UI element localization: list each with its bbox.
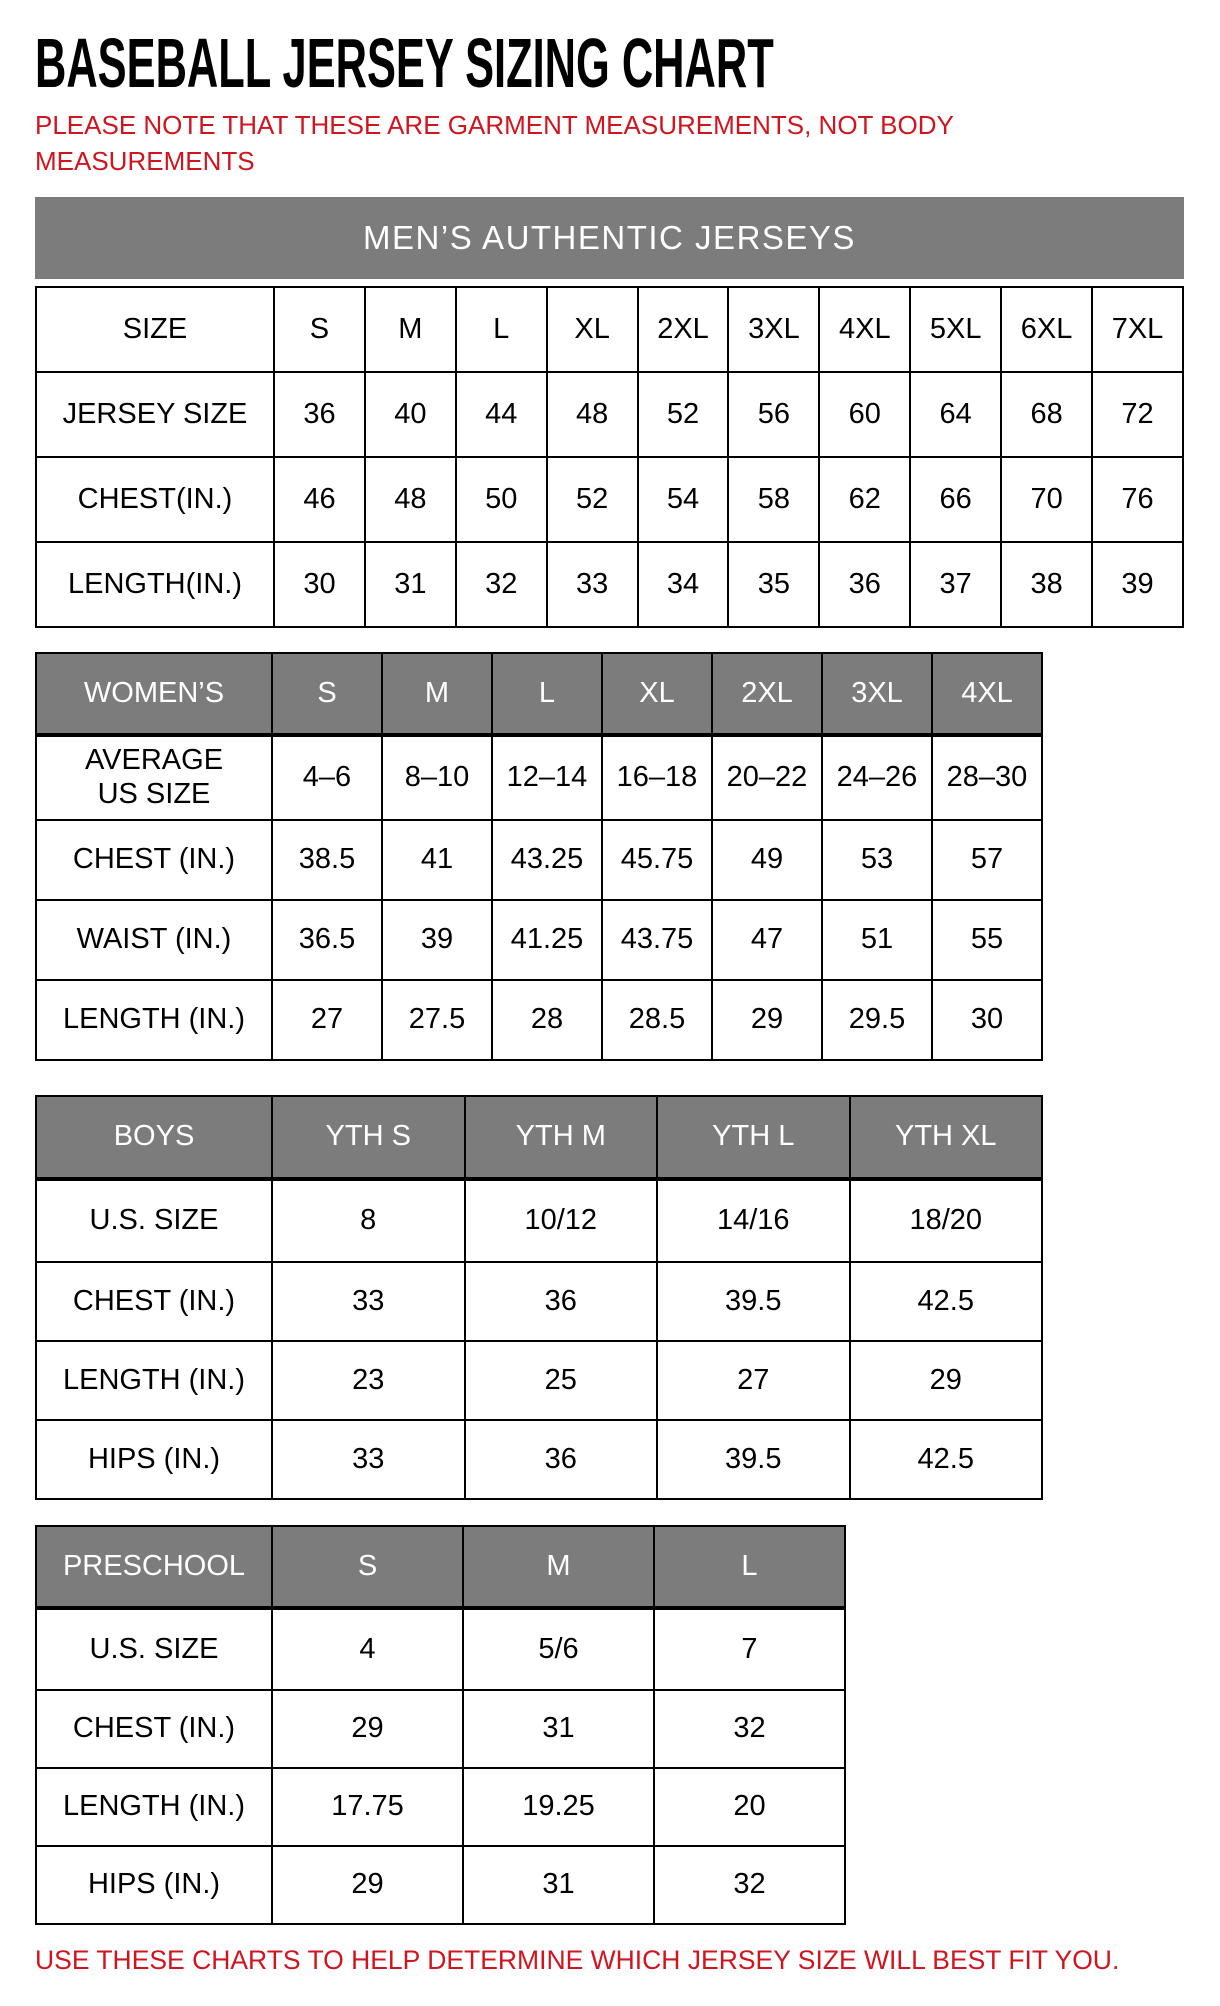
data-cell: 17.75 bbox=[272, 1768, 463, 1846]
row-label: CHEST (IN.) bbox=[36, 820, 272, 900]
data-cell: 34 bbox=[638, 542, 729, 627]
column-header: S bbox=[272, 653, 382, 735]
data-cell: 38.5 bbox=[272, 820, 382, 900]
row-label bbox=[36, 735, 272, 820]
column-header: 3XL bbox=[728, 287, 819, 372]
data-cell: 16–18 bbox=[602, 735, 712, 820]
data-cell: 12–14 bbox=[492, 735, 602, 820]
column-header: YTH XL bbox=[850, 1096, 1043, 1179]
row-label: CHEST(IN.) bbox=[36, 457, 274, 542]
data-cell: 58 bbox=[728, 457, 819, 542]
mens-column-header-row bbox=[36, 287, 1183, 372]
data-cell: 50 bbox=[456, 457, 547, 542]
data-cell: 76 bbox=[1092, 457, 1183, 542]
data-cell: 42.5 bbox=[850, 1262, 1043, 1341]
column-header: L bbox=[654, 1526, 845, 1608]
column-header: M bbox=[382, 653, 492, 735]
column-header: XL bbox=[602, 653, 712, 735]
column-header: 6XL bbox=[1001, 287, 1092, 372]
data-cell: 20–22 bbox=[712, 735, 822, 820]
data-cell: 47 bbox=[712, 900, 822, 980]
column-header: YTH S bbox=[272, 1096, 465, 1179]
column-header: 5XL bbox=[910, 287, 1001, 372]
preschool-header-row bbox=[36, 1526, 845, 1608]
row-label: LENGTH(IN.) bbox=[36, 542, 274, 627]
column-header: 4XL bbox=[819, 287, 910, 372]
data-cell: 28–30 bbox=[932, 735, 1042, 820]
column-header: 2XL bbox=[712, 653, 822, 735]
row-label: JERSEY SIZE bbox=[36, 372, 274, 457]
table-row bbox=[36, 1179, 1042, 1262]
data-cell: 35 bbox=[728, 542, 819, 627]
data-cell: 29 bbox=[272, 1846, 463, 1924]
data-cell: 36 bbox=[274, 372, 365, 457]
column-header: 3XL bbox=[822, 653, 932, 735]
column-header: L bbox=[492, 653, 602, 735]
data-cell: 52 bbox=[547, 457, 638, 542]
data-cell: 54 bbox=[638, 457, 729, 542]
column-header: YTH M bbox=[465, 1096, 658, 1179]
table-row bbox=[36, 980, 1042, 1060]
data-cell: 31 bbox=[365, 542, 456, 627]
data-cell: 40 bbox=[365, 372, 456, 457]
row-label: LENGTH (IN.) bbox=[36, 980, 272, 1060]
mens-table bbox=[35, 286, 1184, 628]
data-cell: 41.25 bbox=[492, 900, 602, 980]
column-header: YTH L bbox=[657, 1096, 850, 1179]
data-cell: 39 bbox=[382, 900, 492, 980]
data-cell: 53 bbox=[822, 820, 932, 900]
table-title-cell: WOMEN’S bbox=[36, 653, 272, 735]
row-label: LENGTH (IN.) bbox=[36, 1341, 272, 1420]
data-cell: 48 bbox=[547, 372, 638, 457]
column-header: M bbox=[365, 287, 456, 372]
table-row bbox=[36, 1262, 1042, 1341]
data-cell: 28.5 bbox=[602, 980, 712, 1060]
column-header: 2XL bbox=[638, 287, 729, 372]
page-title-text: BASEBALL JERSEY SIZING CHART bbox=[35, 24, 774, 102]
womens-header-row bbox=[36, 653, 1042, 735]
data-cell: 7 bbox=[654, 1608, 845, 1690]
row-label: LENGTH (IN.) bbox=[36, 1768, 272, 1846]
data-cell: 29.5 bbox=[822, 980, 932, 1060]
table-row bbox=[36, 1608, 845, 1690]
data-cell: 68 bbox=[1001, 372, 1092, 457]
data-cell: 36 bbox=[465, 1262, 658, 1341]
table-row bbox=[36, 1341, 1042, 1420]
table-row bbox=[36, 820, 1042, 900]
table-row bbox=[36, 372, 1183, 457]
data-cell: 37 bbox=[910, 542, 1001, 627]
data-cell: 49 bbox=[712, 820, 822, 900]
data-cell: 30 bbox=[274, 542, 365, 627]
data-cell: 20 bbox=[654, 1768, 845, 1846]
data-cell: 28 bbox=[492, 980, 602, 1060]
data-cell: 39.5 bbox=[657, 1420, 850, 1499]
data-cell: 19.25 bbox=[463, 1768, 654, 1846]
data-cell: 38 bbox=[1001, 542, 1092, 627]
data-cell: 33 bbox=[547, 542, 638, 627]
data-cell: 27.5 bbox=[382, 980, 492, 1060]
data-cell: 48 bbox=[365, 457, 456, 542]
data-cell: 10/12 bbox=[465, 1179, 658, 1262]
data-cell: 43.25 bbox=[492, 820, 602, 900]
data-cell: 32 bbox=[654, 1690, 845, 1768]
data-cell: 45.75 bbox=[602, 820, 712, 900]
row-label: U.S. SIZE bbox=[36, 1179, 272, 1262]
row-label: HIPS (IN.) bbox=[36, 1420, 272, 1499]
column-header: L bbox=[456, 287, 547, 372]
garment-note-text: PLEASE NOTE THAT THESE ARE GARMENT MEASUREMENTS, NOT BODY MEASUREMENTS bbox=[35, 110, 954, 176]
page-title bbox=[35, 26, 1185, 100]
column-header: 7XL bbox=[1092, 287, 1183, 372]
data-cell: 8 bbox=[272, 1179, 465, 1262]
column-header: M bbox=[463, 1526, 654, 1608]
data-cell: 56 bbox=[728, 372, 819, 457]
data-cell: 4 bbox=[272, 1608, 463, 1690]
table-row bbox=[36, 735, 1042, 820]
data-cell: 44 bbox=[456, 372, 547, 457]
table-row bbox=[36, 1420, 1042, 1499]
boys-table bbox=[35, 1095, 1043, 1500]
data-cell: 66 bbox=[910, 457, 1001, 542]
data-cell: 31 bbox=[463, 1690, 654, 1768]
data-cell: 18/20 bbox=[850, 1179, 1043, 1262]
data-cell: 52 bbox=[638, 372, 729, 457]
data-cell: 57 bbox=[932, 820, 1042, 900]
data-cell: 25 bbox=[465, 1341, 658, 1420]
row-label: WAIST (IN.) bbox=[36, 900, 272, 980]
data-cell: 4–6 bbox=[272, 735, 382, 820]
data-cell: 36 bbox=[819, 542, 910, 627]
data-cell: 70 bbox=[1001, 457, 1092, 542]
row-label-text: AVERAGE US SIZE bbox=[84, 744, 224, 810]
data-cell: 36 bbox=[465, 1420, 658, 1499]
column-header: S bbox=[274, 287, 365, 372]
data-cell: 29 bbox=[712, 980, 822, 1060]
data-cell: 29 bbox=[850, 1341, 1043, 1420]
data-cell: 30 bbox=[932, 980, 1042, 1060]
data-cell: 60 bbox=[819, 372, 910, 457]
data-cell: 42.5 bbox=[850, 1420, 1043, 1499]
table-row bbox=[36, 457, 1183, 542]
row-label: CHEST (IN.) bbox=[36, 1690, 272, 1768]
data-cell: 32 bbox=[654, 1846, 845, 1924]
data-cell: 33 bbox=[272, 1262, 465, 1341]
table-row bbox=[36, 1768, 845, 1846]
table-row bbox=[36, 1846, 845, 1924]
data-cell: 33 bbox=[272, 1420, 465, 1499]
table-row bbox=[36, 542, 1183, 627]
table-title-cell: BOYS bbox=[36, 1096, 272, 1179]
data-cell: 51 bbox=[822, 900, 932, 980]
data-cell: 27 bbox=[272, 980, 382, 1060]
column-header: S bbox=[272, 1526, 463, 1608]
data-cell: 31 bbox=[463, 1846, 654, 1924]
boys-header-row bbox=[36, 1096, 1042, 1179]
preschool-table bbox=[35, 1525, 846, 1925]
data-cell: 72 bbox=[1092, 372, 1183, 457]
data-cell: 41 bbox=[382, 820, 492, 900]
data-cell: 32 bbox=[456, 542, 547, 627]
womens-table bbox=[35, 652, 1043, 1061]
footer-note-text: USE THESE CHARTS TO HELP DETERMINE WHICH JERSEY SIZE WILL BEST FIT YOU. bbox=[35, 1944, 1120, 1975]
data-cell: 29 bbox=[272, 1690, 463, 1768]
data-cell: 46 bbox=[274, 457, 365, 542]
row-label: CHEST (IN.) bbox=[36, 1262, 272, 1341]
data-cell: 23 bbox=[272, 1341, 465, 1420]
table-row bbox=[36, 900, 1042, 980]
row-label: U.S. SIZE bbox=[36, 1608, 272, 1690]
column-header: SIZE bbox=[36, 287, 274, 372]
data-cell: 64 bbox=[910, 372, 1001, 457]
row-label: HIPS (IN.) bbox=[36, 1846, 272, 1924]
data-cell: 43.75 bbox=[602, 900, 712, 980]
column-header: 4XL bbox=[932, 653, 1042, 735]
table-title-cell: PRESCHOOL bbox=[36, 1526, 272, 1608]
table-row bbox=[36, 1690, 845, 1768]
data-cell: 39 bbox=[1092, 542, 1183, 627]
column-header: XL bbox=[547, 287, 638, 372]
data-cell: 5/6 bbox=[463, 1608, 654, 1690]
mens-banner: MEN’S AUTHENTIC JERSEYS bbox=[35, 197, 1184, 279]
data-cell: 62 bbox=[819, 457, 910, 542]
data-cell: 8–10 bbox=[382, 735, 492, 820]
data-cell: 36.5 bbox=[272, 900, 382, 980]
data-cell: 14/16 bbox=[657, 1179, 850, 1262]
data-cell: 39.5 bbox=[657, 1262, 850, 1341]
data-cell: 27 bbox=[657, 1341, 850, 1420]
data-cell: 55 bbox=[932, 900, 1042, 980]
data-cell: 24–26 bbox=[822, 735, 932, 820]
